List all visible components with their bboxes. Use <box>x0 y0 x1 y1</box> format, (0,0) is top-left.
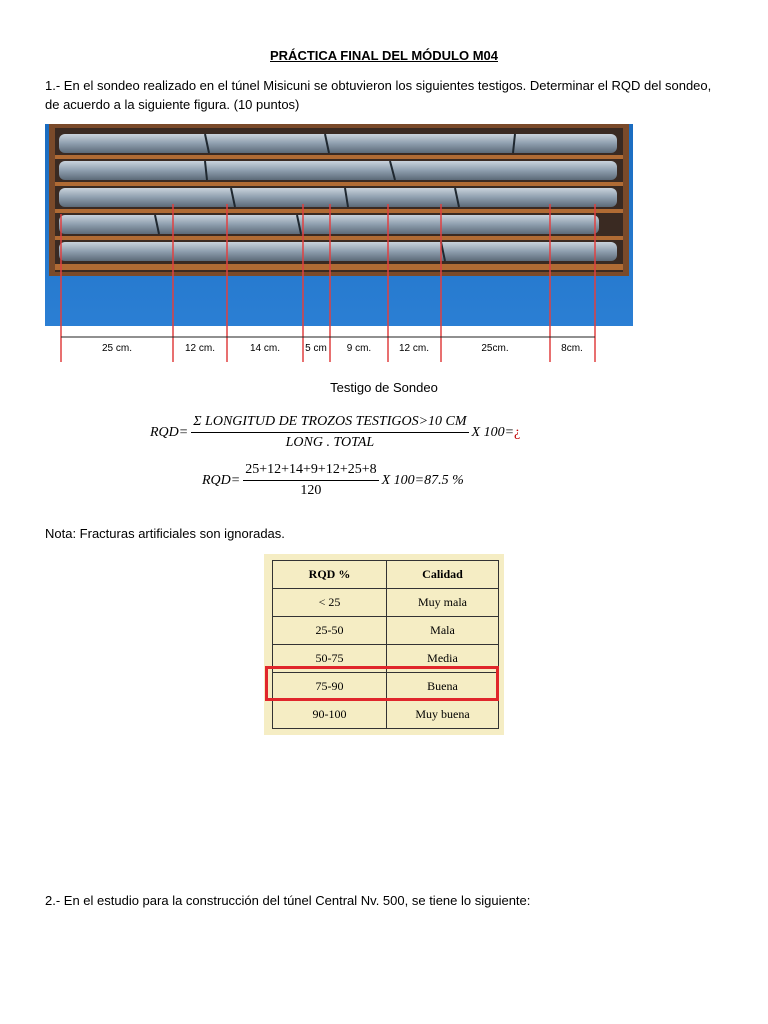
formula-numerator: 25+12+14+9+12+25+8 <box>243 462 378 481</box>
core-box-photo <box>45 124 633 326</box>
formula-denominator: LONG . TOTAL <box>285 435 375 450</box>
segment-label: 12 cm. <box>184 343 216 354</box>
formula-lhs: RQD= <box>150 424 189 440</box>
table-cell: Mala <box>387 617 499 645</box>
table-cell: 90-100 <box>273 701 387 729</box>
table-cell: 50-75 <box>273 645 387 673</box>
formula-rhs-mark: ¿ <box>514 424 521 440</box>
table-cell: 25-50 <box>273 617 387 645</box>
segment-label: 5 cm <box>305 343 327 354</box>
formula-fraction <box>191 414 468 451</box>
highlight-box <box>265 666 499 701</box>
segment-label: 12 cm. <box>398 343 430 354</box>
page-title: PRÁCTICA FINAL DEL MÓDULO M04 <box>270 48 498 63</box>
rqd-formula-calculation <box>202 462 464 499</box>
note-text: Nota: Fracturas artificiales son ignoradas. <box>45 526 285 541</box>
figure-caption: Testigo de Sondeo <box>330 380 438 395</box>
question-1-text: 1.- En el sondeo realizado en el túnel Misicuni se obtuvieron los siguientes testigos. Determinar el RQD del sondeo, de acuerdo a la siguiente figura. (10 puntos) <box>45 78 712 112</box>
question-2-text: 2.- En el estudio para la construcción del túnel Central Nv. 500, se tiene lo siguiente: <box>45 893 531 908</box>
table-cell: Muy mala <box>387 589 499 617</box>
formula-lhs: RQD= <box>202 472 241 488</box>
segment-label: 8cm. <box>561 343 583 354</box>
table-row <box>273 589 499 617</box>
formula-fraction <box>243 462 378 499</box>
table-row <box>273 701 499 729</box>
table-row <box>273 617 499 645</box>
table-cell: Buena <box>387 673 499 701</box>
table-cell: Muy buena <box>387 701 499 729</box>
header-rqd: RQD % <box>273 561 387 589</box>
rqd-quality-table-image <box>264 554 504 735</box>
header-calidad: Calidad <box>387 561 499 589</box>
formula-numerator: Σ LONGITUD DE TROZOS TESTIGOS>10 CM <box>191 414 468 433</box>
measurement-strip <box>45 326 633 366</box>
table-cell: Media <box>387 645 499 673</box>
rqd-quality-table <box>272 560 499 729</box>
rqd-formula-general <box>150 414 520 451</box>
table-header-row <box>273 561 499 589</box>
segment-label: 25cm. <box>481 343 509 354</box>
table-cell: < 25 <box>273 589 387 617</box>
segment-label: 25 cm. <box>101 343 133 354</box>
segment-label: 14 cm. <box>249 343 281 354</box>
formula-denominator: 120 <box>300 483 322 498</box>
formula-rhs: X 100= <box>471 424 515 440</box>
formula-result: X 100=87.5 % <box>381 472 464 488</box>
table-cell: 75-90 <box>273 673 387 701</box>
segment-label: 9 cm. <box>346 343 372 354</box>
